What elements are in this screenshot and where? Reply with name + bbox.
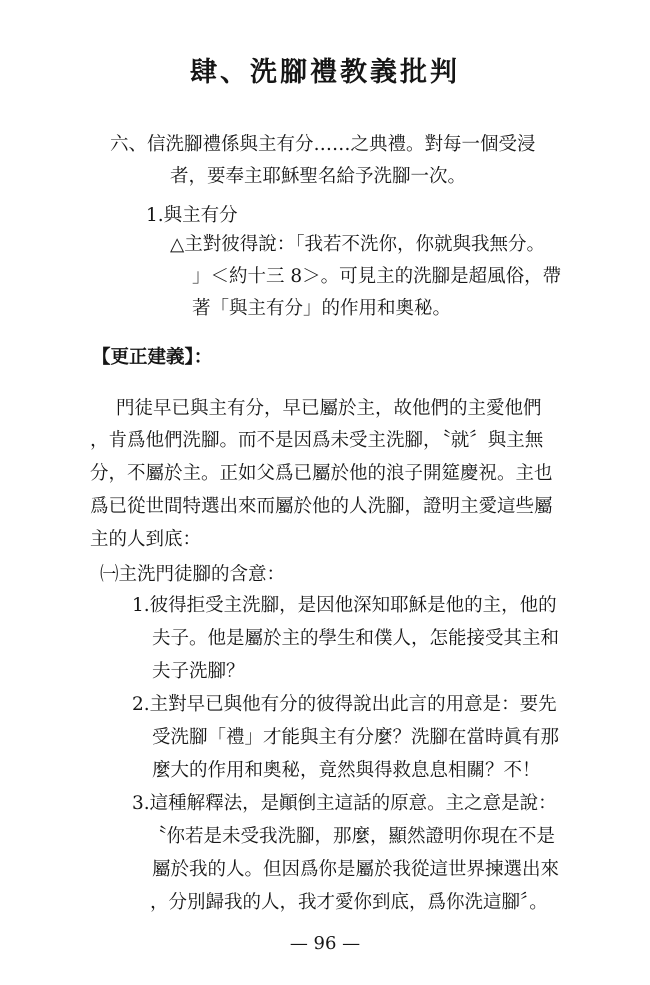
section-six-line-2: 者，要奉主耶穌聖名給予洗腳一次。 — [170, 166, 467, 187]
page-title: 肆、洗腳禮教義批判 — [190, 57, 460, 88]
item-three-line-4: ，分別歸我的人，我才愛你到底，爲你洗這腳〞。 — [150, 892, 548, 913]
point-one-line-2: 」＜約十三 8＞。可見主的洗腳是超風俗，帶 — [192, 266, 562, 287]
item-three-line-1: 3.這種解釋法，是顚倒主這話的原意。主之意是說： — [132, 793, 557, 814]
item-three-line-3: 屬於我的人。但因爲你是屬於我從這世界揀選出來 — [152, 859, 560, 880]
item-one-line-1: 1.彼得拒受主洗腳，是因他深知耶穌是他的主，他的 — [132, 595, 557, 616]
paragraph-line-5: 主的人到底： — [90, 529, 202, 550]
paragraph-line-4: 爲已從世間特選出來而屬於他的人洗腳，證明主愛這些屬 — [90, 496, 553, 517]
paragraph-line-2: ，肯爲他們洗腳。而不是因爲未受主洗腳，〝就〞與主無 — [90, 430, 544, 451]
item-one-line-2: 夫子。他是屬於主的學生和僕人，怎能接受其主和 — [152, 628, 560, 649]
item-two-line-3: 麼大的作用和奧秘，竟然與得救息息相關？不！ — [152, 760, 541, 781]
sub-one-heading: ㈠主洗門徒腳的含意： — [100, 564, 286, 585]
item-two-line-1: 2.主對早已與他有分的彼得說出此言的用意是：要先 — [132, 694, 557, 715]
paragraph-line-1: 門徒早已與主有分，早已屬於主，故他們的主愛他們 — [116, 398, 542, 419]
paragraph-line-3: 分，不屬於主。正如父爲已屬於他的浪子開筵慶祝。主也 — [90, 463, 553, 484]
item-two-line-2: 受洗腳「禮」才能與主有分麼？洗腳在當時眞有那 — [152, 727, 560, 748]
point-one-line-1: △主對彼得說：「我若不洗你，你就與我無分。 — [170, 234, 545, 255]
point-one-heading: 1.與主有分 — [146, 205, 238, 226]
item-one-line-3: 夫子洗腳？ — [152, 661, 245, 682]
point-one-line-3: 著「與主有分」的作用和奧秘。 — [192, 298, 452, 319]
correction-heading: 【更正建義】： — [92, 347, 213, 368]
item-three-line-2: 〝你若是未受我洗腳，那麼，顯然證明你現在不是 — [148, 826, 556, 847]
page-number: — 96 — — [289, 933, 361, 954]
section-six-line-1: 六、信洗腳禮係與主有分……之典禮。對每一個受浸 — [110, 134, 536, 155]
